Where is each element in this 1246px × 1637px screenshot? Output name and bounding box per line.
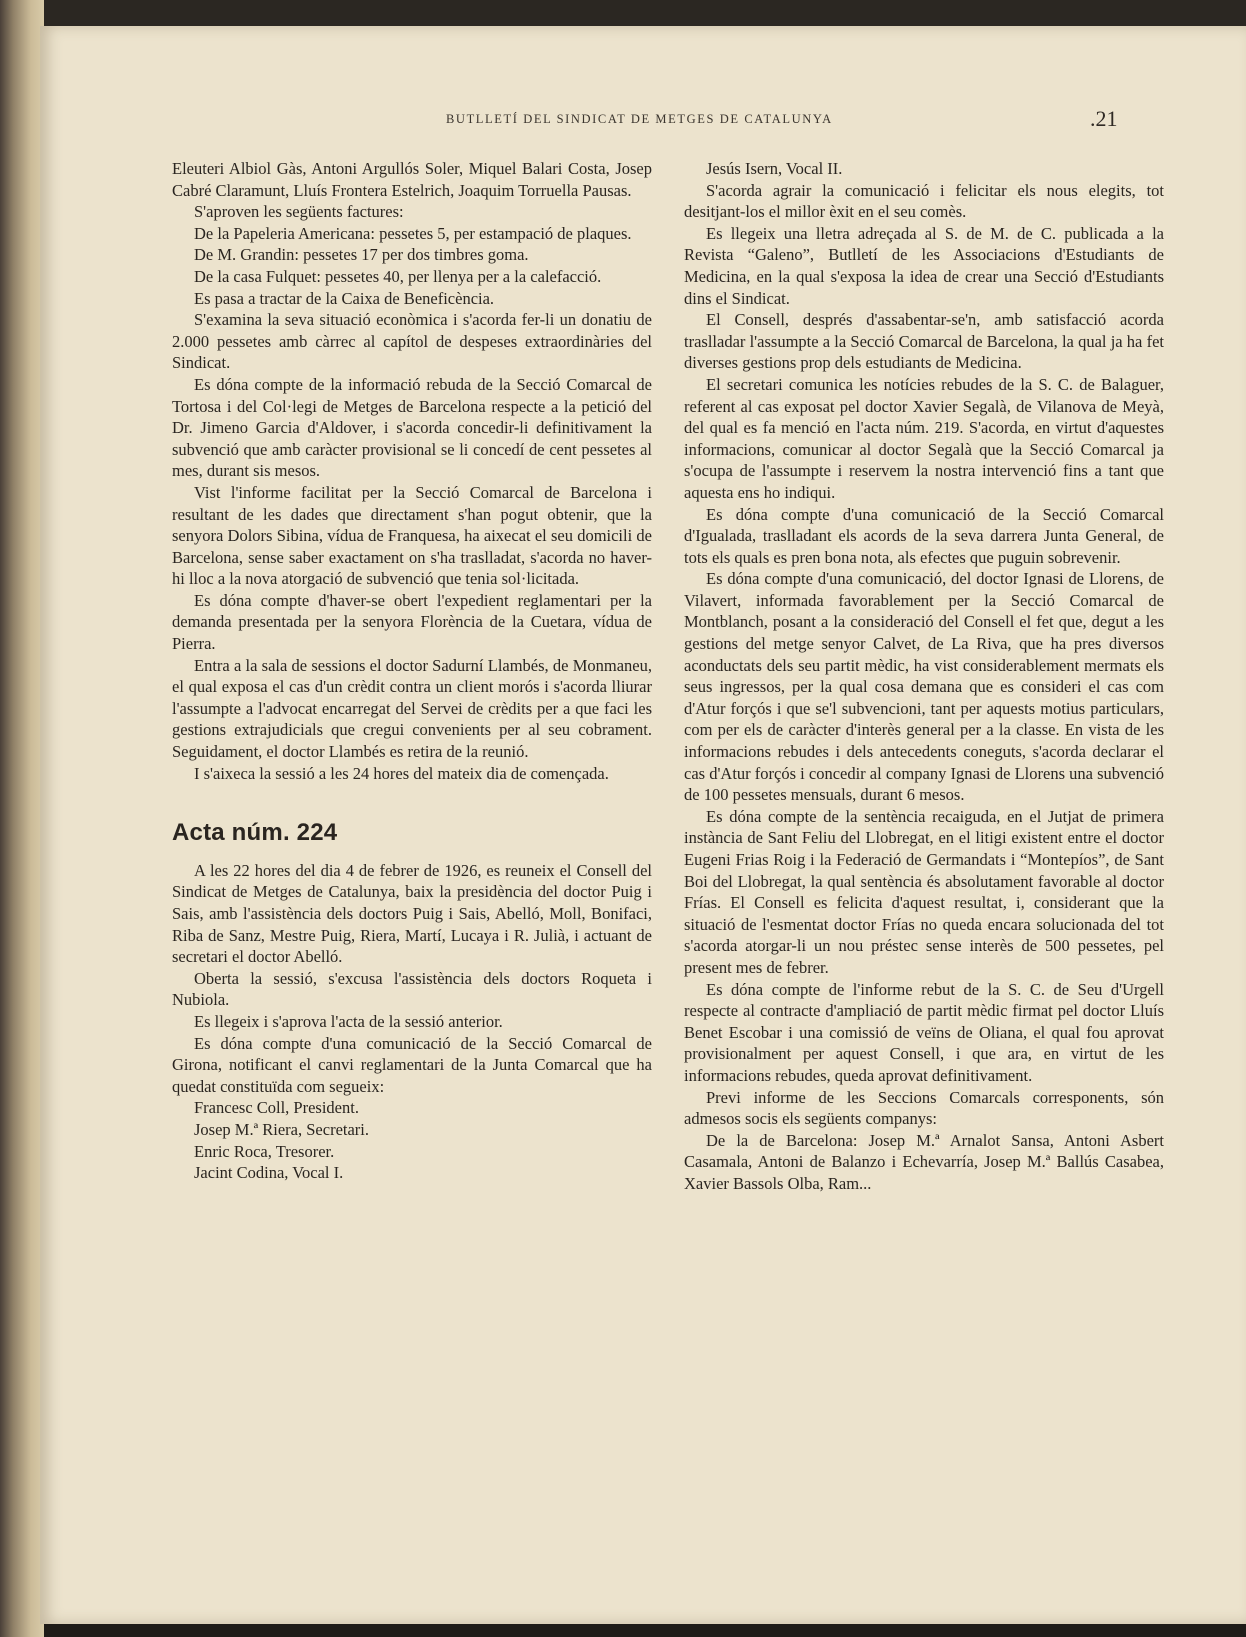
- paragraph: Es llegeix i s'aprova l'acta de la sessió anterior.: [194, 1011, 503, 1031]
- paragraph: El secretari comunica les notícies rebudes de la S. C. de Balaguer, referent al cas exposat pel doctor Xavier Segalà, de Vilanova de Meyà, del qual es fa menció en l'acta núm. 219. S'acorda, en virtut d'aquestes informacions, comunicar al doctor Segalà que la Secció Comarcal ja s'ocupa de l'assumpte i reservem la nostra intervenció fins a tant que aquesta ens ho indiqui.: [684, 374, 1164, 502]
- section-heading: Acta núm. 224: [172, 819, 338, 847]
- list-item: Jacint Codina, Vocal I.: [194, 1163, 344, 1183]
- paragraph: Es dóna compte de la informació rebuda de la Secció Comarcal de Tortosa i del Col·legi de Metges de Barcelona respecte a la petició del Dr. Jimeno Garcia d'Aldover, i s'acorda concedir-li definitivament la subvenció que amb caràcter provisional se li concedí de cent pessetes al mes, durant sis mesos.: [172, 374, 652, 481]
- paragraph: Es pasa a tractar de la Caixa de Beneficència.: [194, 288, 495, 308]
- list-item: Josep M.ª Riera, Secretari.: [194, 1119, 369, 1139]
- paragraph: De la Papeleria Americana: pessetes 5, per estampació de plaques.: [194, 223, 632, 243]
- paragraph: Entra a la sala de sessions el doctor Sadurní Llambés, de Monmaneu, el qual exposa el cas d'un crèdit contra un client morós i s'acorda lliurar l'assumpte a l'advocat encarregat del Servei de crèdits per a que faci les gestions extrajudicials que cregui convenients per al seu cobrament. Seguidament, el doctor Llambés es retira de la reunió.: [172, 655, 652, 762]
- paragraph: El Consell, després d'assabentar-se'n, amb satisfacció acorda traslladar l'assumpte a la Secció Comarcal de Barcelona, la qual ja ha fet diverses gestions prop dels estudiants de Medicina.: [684, 310, 1164, 373]
- page-number: .21: [1090, 106, 1118, 131]
- paragraph: Eleuteri Albiol Gàs, Antoni Argullós Soler, Miquel Balari Costa, Josep Cabré Claramunt, Lluís Frontera Estelrich, Joaquim Torruella Pausas.: [172, 159, 652, 200]
- paragraph: De M. Grandin: pessetes 17 per dos timbres goma.: [194, 245, 529, 265]
- journal-title: BUTLLETÍ DEL SINDICAT DE METGES DE CATALUNYA: [446, 112, 833, 126]
- paragraph: S'examina la seva situació econòmica i s'acorda fer-li un donatiu de 2.000 pessetes amb càrrec al capítol de despeses extraordinàries del Sindicat.: [172, 310, 652, 373]
- paragraph: S'aproven les següents factures:: [194, 202, 404, 222]
- paragraph: De la casa Fulquet: pessetes 40, per llenya per a la calefacció.: [194, 266, 602, 286]
- page-bottom-edge: [44, 1624, 1246, 1637]
- paragraph: Es dóna compte d'una comunicació de la Secció Comarcal de Girona, notificant el canvi reglamentari de la Junta Comarcal que ha quedat constituïda com segueix:: [172, 1033, 652, 1096]
- paragraph: Es dóna compte d'una comunicació de la Secció Comarcal d'Igualada, traslladant els acords de la seva darrera Junta General, de tots els quals es pren bona nota, als efectes que puguin sobrevenir.: [684, 504, 1164, 567]
- list-item: Jesús Isern, Vocal II.: [706, 159, 843, 178]
- paragraph: Oberta la sessió, s'excusa l'assistència dels doctors Roqueta i Nubiola.: [172, 968, 652, 1010]
- paragraph: Es dóna compte de l'informe rebut de la S. C. de Seu d'Urgell respecte al contracte d'ampliació de partit mèdic firmat pel doctor Lluís Benet Escobar i una comissió de veïns de Oliana, el qual fou aprovat provisionalment per aquest Consell, i que ara, en virtut de les informacions rebudes, queda aprovat definitivament.: [684, 979, 1164, 1085]
- left-column: [172, 158, 652, 1184]
- list-item: Enric Roca, Tresorer.: [194, 1141, 335, 1161]
- list-item: Francesc Coll, President.: [194, 1098, 359, 1118]
- book-binding: [0, 0, 44, 1637]
- paragraph: A les 22 hores del dia 4 de febrer de 1926, es reuneix el Consell del Sindicat de Metges de Catalunya, baix la presidència del doctor Puig i Sais, amb l'assistència dels doctors Puig i Sais, Abelló, Moll, Bonifaci, Riba de Sanz, Mestre Puig, Riera, Martí, Lucaya i R. Julià, i actuant de secretari el doctor Abelló.: [172, 860, 652, 967]
- paragraph: Es dóna compte de la sentència recaiguda, en el Jutjat de primera instància de Sant Feliu del Llobregat, en el litigi existent entre el doctor Eugeni Frias Roig i la Federació de Germandats i “Montepíos”, de Sant Boi del Llobregat, la qual sentència és absolutament favorable al doctor Frías. El Consell es felicita d'aquest resultat, i, considerant que la situació de l'esmentat doctor Frías no queda encara solucionada del tot s'acorda atorgar-li un nou préstec sense interès de 500 pessetes, pel present mes de febrer.: [684, 806, 1164, 977]
- right-column: [684, 158, 1164, 1195]
- paragraph: Es dóna compte d'haver-se obert l'expedient reglamentari per la demanda presentada per la senyora Florència de la Cuetara, vídua de Pierra.: [172, 590, 652, 654]
- paragraph: Vist l'informe facilitat per la Secció Comarcal de Barcelona i resultant de les dades que directament s'han pogut obtenir, que la senyora Dolors Sibina, vídua de Franquesa, ha aixecat el seu domicili de Barcelona, sense saber exactament on s'ha traslladat, s'acorda no haver-hi lloc a la nova atorgació de subvenció que tenia sol·licitada.: [172, 482, 652, 589]
- paragraph: Es dóna compte d'una comunicació, del doctor Ignasi de Llorens, de Vilavert, informada favorablement per la Secció Comarcal de Montblanch, posant a la consideració del Consell el fet que, degut a les gestions del metge senyor Calvet, de La Riva, que ha pres diversos aconductats dels seu partit mèdic, ha vist considerablement mermats els seus ingressos, per la qual cosa demana que es consideri el cas com d'Atur forçós i que se'l subvencioni, tant per aquests motius particulars, com per els de caràcter d'interès general per a la classe. En vista de les informacions rebudes i dels antecedents coneguts, s'acorda declarar el cas d'Atur forçós i concedir al company Ignasi de Llorens una subvenció de 100 pessetes mensuals, durant 6 mesos.: [684, 569, 1164, 805]
- paragraph: De la de Barcelona: Josep M.ª Arnalot Sansa, Antoni Asbert Casamala, Antoni de Balanzo i Echevarría, Josep M.ª Ballús Casabea, Xavier Bassols Olba, Ram...: [684, 1130, 1164, 1193]
- paragraph: S'acorda agrair la comunicació i felicitar els nous elegits, tot desitjant-los el millor èxit en el seu comès.: [684, 180, 1164, 222]
- scanned-page: [40, 26, 1246, 1624]
- paragraph: I s'aixeca la sessió a les 24 hores del mateix dia de començada.: [194, 763, 609, 783]
- paragraph: Es llegeix una lletra adreçada al S. de M. de C. publicada a la Revista “Galeno”, Butlletí de les Associacions d'Estudiants de Medicina, en la qual s'exposa la idea de crear una Secció d'Estudiants dins el Sindicat.: [684, 223, 1164, 308]
- paragraph: Previ informe de les Seccions Comarcals corresponents, són admesos socis els següents companys:: [684, 1087, 1164, 1129]
